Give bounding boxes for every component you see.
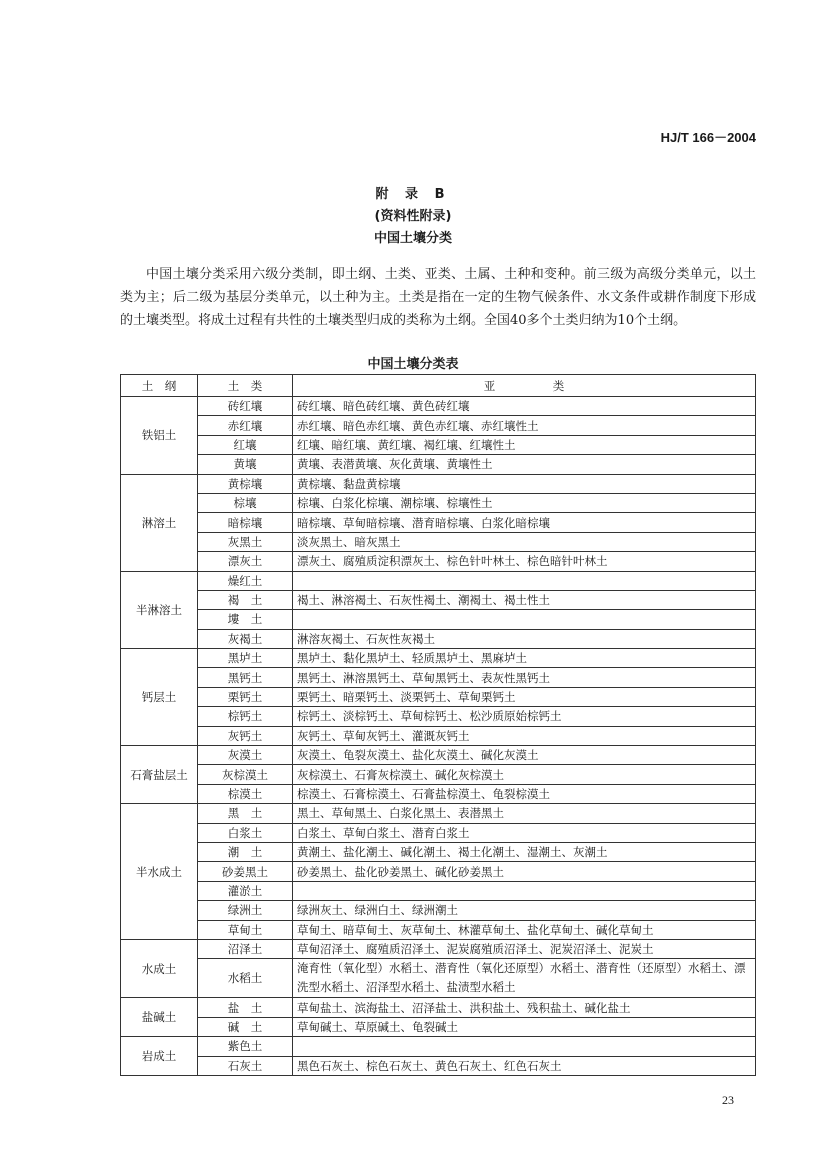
- table-row: [121, 842, 756, 861]
- soil-type-cell: 沼泽土: [198, 939, 293, 958]
- soil-subtype-cell: 绿洲灰土、绿洲白土、绿洲潮土: [293, 901, 756, 920]
- soil-type-cell: 黑 土: [198, 804, 293, 823]
- soil-type-cell: 绿洲土: [198, 901, 293, 920]
- table-row: [121, 571, 756, 590]
- soil-type-cell: 黑钙土: [198, 668, 293, 687]
- soil-type-cell: 灰褐土: [198, 629, 293, 648]
- soil-subtype-cell: 灰钙土、草甸灰钙土、灌溉灰钙土: [293, 726, 756, 745]
- soil-type-cell: 漂灰土: [198, 552, 293, 571]
- table-row: [121, 881, 756, 900]
- appendix-subject: 中国土壤分类: [373, 231, 452, 246]
- soil-classification-table: [120, 374, 756, 1076]
- soil-subtype-cell: 黑垆土、黏化黑垆土、轻质黑垆土、黑麻垆土: [293, 649, 756, 668]
- soil-type-cell: 黄壤: [198, 455, 293, 474]
- table-title: 中国土壤分类表: [367, 357, 459, 372]
- table-row: [121, 823, 756, 842]
- soil-subtype-cell: 棕钙土、淡棕钙土、草甸棕钙土、松沙质原始棕钙土: [293, 707, 756, 726]
- soil-order-cell: 石膏盐层土: [121, 746, 198, 804]
- soil-type-cell: 褐 土: [198, 590, 293, 609]
- soil-type-cell: 灌淤土: [198, 881, 293, 900]
- soil-subtype-cell: 白浆土、草甸白浆土、潜育白浆土: [293, 823, 756, 842]
- soil-type-cell: 塿 土: [198, 610, 293, 629]
- table-row: [121, 416, 756, 435]
- soil-type-cell: 草甸土: [198, 920, 293, 939]
- soil-subtype-cell: 砂姜黑土、盐化砂姜黑土、碱化砂姜黑土: [293, 862, 756, 881]
- soil-subtype-cell: [293, 881, 756, 900]
- soil-type-cell: 黑垆土: [198, 649, 293, 668]
- table-row: [121, 493, 756, 512]
- soil-subtype-cell: 棕漠土、石膏棕漠土、石膏盐棕漠土、龟裂棕漠土: [293, 784, 756, 803]
- table-row: [121, 590, 756, 609]
- soil-order-cell: 盐碱土: [121, 998, 198, 1037]
- soil-type-cell: 水稻土: [198, 959, 293, 998]
- table-row: [121, 920, 756, 939]
- soil-order-cell: 半淋溶土: [121, 571, 198, 649]
- soil-subtype-cell: 暗棕壤、草甸暗棕壤、潜育暗棕壤、白浆化暗棕壤: [293, 513, 756, 532]
- soil-subtype-cell: 砖红壤、暗色砖红壤、黄色砖红壤: [293, 397, 756, 416]
- soil-subtype-cell: 淡灰黑土、暗灰黑土: [293, 532, 756, 551]
- soil-subtype-cell: 淋溶灰褐土、石灰性灰褐土: [293, 629, 756, 648]
- soil-type-cell: 灰棕漠土: [198, 765, 293, 784]
- soil-subtype-cell: 黑色石灰土、棕色石灰土、黄色石灰土、红色石灰土: [293, 1056, 756, 1075]
- table-header-row: [121, 375, 756, 397]
- soil-type-cell: 栗钙土: [198, 687, 293, 706]
- table-row: [121, 397, 756, 416]
- standard-code: HJ/T 166－2004: [660, 130, 756, 145]
- table-row: [121, 1017, 756, 1036]
- soil-subtype-cell: 草甸盐土、滨海盐土、沼泽盐土、洪积盐土、残积盐土、碱化盐土: [293, 998, 756, 1017]
- soil-subtype-cell: 灰棕漠土、石膏灰棕漠土、碱化灰棕漠土: [293, 765, 756, 784]
- soil-type-cell: 石灰土: [198, 1056, 293, 1075]
- soil-type-cell: 盐 土: [198, 998, 293, 1017]
- table-row: [121, 668, 756, 687]
- soil-subtype-cell: 草甸土、暗草甸土、灰草甸土、林灌草甸土、盐化草甸土、碱化草甸土: [293, 920, 756, 939]
- soil-subtype-cell: 褐土、淋溶褐土、石灰性褐土、潮褐土、褐土性土: [293, 590, 756, 609]
- soil-order-cell: 岩成土: [121, 1037, 198, 1076]
- intro-paragraph: 中国土壤分类采用六级分类制，即土纲、土类、亚类、土属、土种和变种。前三级为高级分类单元，以土类为主；后二级为基层分类单元，以土种为主。土类是指在一定的生物气候条件、水文条件或耕作制度下形成的土壤类型。将成土过程有共性的土壤类型归成的类称为土纲。全国40多个土类归纳为10个土纲。: [120, 267, 756, 328]
- soil-subtype-cell: [293, 1037, 756, 1056]
- soil-order-cell: 半水成土: [121, 804, 198, 940]
- table-body: [121, 397, 756, 1076]
- soil-type-cell: 灰黑土: [198, 532, 293, 551]
- page-number: 23: [722, 1093, 734, 1107]
- table-row: [121, 1056, 756, 1075]
- soil-order-cell: 淋溶土: [121, 474, 198, 571]
- table-row: [121, 726, 756, 745]
- soil-subtype-cell: 淹育性（氧化型）水稻土、潜育性（氧化还原型）水稻土、潜育性（还原型）水稻土、漂洗型水稻土、沼泽型水稻土、盐渍型水稻土: [293, 959, 756, 998]
- soil-type-cell: 暗棕壤: [198, 513, 293, 532]
- table-row: [121, 610, 756, 629]
- soil-subtype-cell: 草甸碱土、草原碱土、龟裂碱土: [293, 1017, 756, 1036]
- soil-subtype-cell: 黄棕壤、黏盘黄棕壤: [293, 474, 756, 493]
- soil-type-cell: 灰漠土: [198, 746, 293, 765]
- soil-subtype-cell: [293, 571, 756, 590]
- soil-subtype-cell: 栗钙土、暗栗钙土、淡栗钙土、草甸栗钙土: [293, 687, 756, 706]
- soil-type-cell: 潮 土: [198, 842, 293, 861]
- soil-type-cell: 红壤: [198, 435, 293, 454]
- soil-order-cell: 钙层土: [121, 649, 198, 746]
- soil-subtype-cell: 灰漠土、龟裂灰漠土、盐化灰漠土、碱化灰漠土: [293, 746, 756, 765]
- soil-subtype-cell: 黄壤、表潜黄壤、灰化黄壤、黄壤性土: [293, 455, 756, 474]
- soil-order-cell: 水成土: [121, 939, 198, 997]
- soil-subtype-cell: 黄潮土、盐化潮土、碱化潮土、褐土化潮土、湿潮土、灰潮土: [293, 842, 756, 861]
- table-row: [121, 901, 756, 920]
- soil-subtype-cell: 红壤、暗红壤、黄红壤、褐红壤、红壤性土: [293, 435, 756, 454]
- soil-type-cell: 灰钙土: [198, 726, 293, 745]
- header-soil-type: 土 类: [198, 375, 293, 397]
- appendix-title: 附 录 B: [375, 187, 451, 202]
- soil-type-cell: 碱 土: [198, 1017, 293, 1036]
- table-row: [121, 862, 756, 881]
- table-row: [121, 707, 756, 726]
- table-row: [121, 1037, 756, 1056]
- table-row: [121, 746, 756, 765]
- table-row: [121, 532, 756, 551]
- header-soil-subtype: 亚 类: [293, 375, 756, 397]
- soil-type-cell: 棕漠土: [198, 784, 293, 803]
- soil-type-cell: 棕钙土: [198, 707, 293, 726]
- table-row: [121, 784, 756, 803]
- table-row: [121, 629, 756, 648]
- soil-type-cell: 燥红土: [198, 571, 293, 590]
- header-soil-order: 土 纲: [121, 375, 198, 397]
- soil-subtype-cell: 黑钙土、淋溶黑钙土、草甸黑钙土、表灰性黑钙土: [293, 668, 756, 687]
- soil-type-cell: 黄棕壤: [198, 474, 293, 493]
- soil-type-cell: 紫色土: [198, 1037, 293, 1056]
- soil-subtype-cell: 漂灰土、腐殖质淀积漂灰土、棕色针叶林土、棕色暗针叶林土: [293, 552, 756, 571]
- soil-subtype-cell: [293, 610, 756, 629]
- soil-type-cell: 白浆土: [198, 823, 293, 842]
- soil-type-cell: 棕壤: [198, 493, 293, 512]
- soil-subtype-cell: 赤红壤、暗色赤红壤、黄色赤红壤、赤红壤性土: [293, 416, 756, 435]
- table-row: [121, 687, 756, 706]
- table-row: [121, 474, 756, 493]
- soil-subtype-cell: 草甸沼泽土、腐殖质沼泽土、泥炭腐殖质沼泽土、泥炭沼泽土、泥炭土: [293, 939, 756, 958]
- table-row: [121, 649, 756, 668]
- table-row: [121, 455, 756, 474]
- table-row: [121, 513, 756, 532]
- table-row: [121, 552, 756, 571]
- table-row: [121, 804, 756, 823]
- table-row: [121, 765, 756, 784]
- soil-type-cell: 砖红壤: [198, 397, 293, 416]
- table-row: [121, 435, 756, 454]
- soil-subtype-cell: 黑土、草甸黑土、白浆化黑土、表潜黑土: [293, 804, 756, 823]
- soil-order-cell: 铁铝土: [121, 397, 198, 475]
- table-row: [121, 939, 756, 958]
- appendix-note: (资料性附录): [374, 209, 452, 224]
- table-row: [121, 959, 756, 998]
- soil-subtype-cell: 棕壤、白浆化棕壤、潮棕壤、棕壤性土: [293, 493, 756, 512]
- soil-type-cell: 砂姜黑土: [198, 862, 293, 881]
- soil-type-cell: 赤红壤: [198, 416, 293, 435]
- table-row: [121, 998, 756, 1017]
